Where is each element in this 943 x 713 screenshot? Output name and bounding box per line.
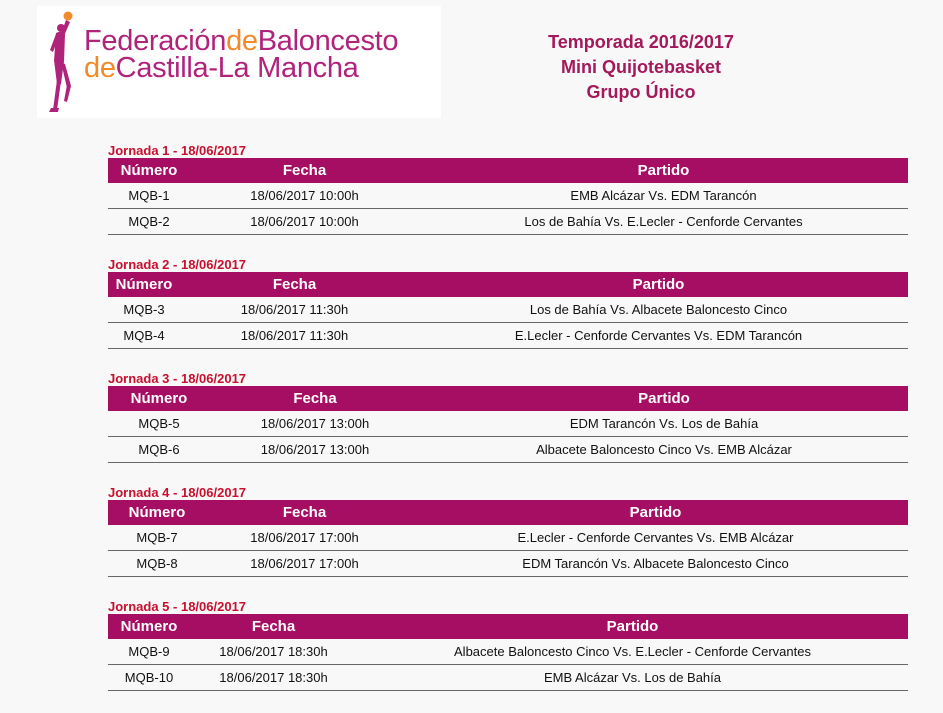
column-header-fecha: Fecha <box>190 614 357 639</box>
column-header-fecha: Fecha <box>206 500 403 525</box>
match-teams: EDM Tarancón Vs. Los de Bahía <box>420 411 908 437</box>
schedule-table <box>108 614 908 691</box>
match-date: 18/06/2017 10:00h <box>190 209 419 235</box>
column-header-partido: Partido <box>419 158 908 183</box>
logo-text-line2 <box>84 54 359 83</box>
column-header-partido: Partido <box>357 614 908 639</box>
group-title: Grupo Único <box>586 82 696 102</box>
match-teams: E.Lecler - Cenforde Cervantes Vs. EMB Alcázar <box>403 525 908 551</box>
jornada-section <box>108 144 918 235</box>
column-header-numero: Número <box>108 614 190 639</box>
table-header-row <box>108 158 908 183</box>
table-row <box>108 525 908 551</box>
table-row <box>108 639 908 665</box>
table-row <box>108 297 908 323</box>
column-header-numero: Número <box>108 500 206 525</box>
column-header-fecha: Fecha <box>210 386 420 411</box>
match-date: 18/06/2017 13:00h <box>210 437 420 463</box>
match-teams: Los de Bahía Vs. E.Lecler - Cenforde Cervantes <box>419 209 908 235</box>
match-number: MQB-3 <box>108 297 180 323</box>
match-teams: Albacete Baloncesto Cinco Vs. EMB Alcázar <box>420 437 908 463</box>
column-header-partido: Partido <box>409 272 908 297</box>
competition-title: Mini Quijotebasket <box>560 57 722 77</box>
federation-logo <box>37 6 441 118</box>
match-date: 18/06/2017 18:30h <box>190 639 357 665</box>
column-header-partido: Partido <box>403 500 908 525</box>
match-teams: Los de Bahía Vs. Albacete Baloncesto Cinco <box>409 297 908 323</box>
schedule-table <box>108 500 908 577</box>
match-teams: EDM Tarancón Vs. Albacete Baloncesto Cinco <box>403 551 908 577</box>
table-header-row <box>108 272 908 297</box>
jornada-section <box>108 372 918 463</box>
table-row <box>108 209 908 235</box>
match-number: MQB-1 <box>108 183 190 209</box>
jornada-title: Jornada 5 - 18/06/2017 <box>108 599 247 614</box>
match-number: MQB-6 <box>108 437 210 463</box>
match-date: 18/06/2017 11:30h <box>180 323 409 349</box>
season-title: Temporada 2016/2017 <box>548 32 734 52</box>
table-row <box>108 183 908 209</box>
jornada-title: Jornada 4 - 18/06/2017 <box>108 485 247 500</box>
logo-text: de <box>226 25 258 57</box>
column-header-fecha: Fecha <box>180 272 409 297</box>
column-header-fecha: Fecha <box>190 158 419 183</box>
jornada-title: Jornada 3 - 18/06/2017 <box>108 371 247 386</box>
match-teams: E.Lecler - Cenforde Cervantes Vs. EDM Tarancón <box>409 323 908 349</box>
jornada-title: Jornada 1 - 18/06/2017 <box>108 143 247 158</box>
logo-text: Castilla-La Mancha <box>115 52 359 84</box>
column-header-numero: Número <box>108 272 180 297</box>
match-number: MQB-5 <box>108 411 210 437</box>
logo-text: Baloncesto <box>257 25 399 57</box>
match-number: MQB-2 <box>108 209 190 235</box>
match-number: MQB-10 <box>108 665 190 691</box>
jornada-title: Jornada 2 - 18/06/2017 <box>108 257 247 272</box>
table-row <box>108 665 908 691</box>
match-teams: Albacete Baloncesto Cinco Vs. E.Lecler - Cenforde Cervantes <box>357 639 908 665</box>
table-header-row <box>108 386 908 411</box>
match-number: MQB-4 <box>108 323 180 349</box>
match-date: 18/06/2017 13:00h <box>210 411 420 437</box>
table-row <box>108 323 908 349</box>
jornada-section <box>108 258 918 349</box>
column-header-numero: Número <box>108 386 210 411</box>
match-date: 18/06/2017 11:30h <box>180 297 409 323</box>
match-date: 18/06/2017 17:00h <box>206 525 403 551</box>
basketball-player-icon <box>37 6 87 118</box>
jornada-section <box>108 600 918 691</box>
schedule-table <box>108 158 908 235</box>
match-teams: EMB Alcázar Vs. Los de Bahía <box>357 665 908 691</box>
logo-text: de <box>84 52 116 84</box>
page-title <box>500 30 782 105</box>
table-row <box>108 551 908 577</box>
table-header-row <box>108 614 908 639</box>
table-row <box>108 437 908 463</box>
table-header-row <box>108 500 908 525</box>
logo-text: Federación <box>84 25 227 57</box>
table-row <box>108 411 908 437</box>
column-header-partido: Partido <box>420 386 908 411</box>
schedule-table <box>108 272 908 349</box>
match-date: 18/06/2017 18:30h <box>190 665 357 691</box>
schedule-table <box>108 386 908 463</box>
column-header-numero: Número <box>108 158 190 183</box>
match-number: MQB-7 <box>108 525 206 551</box>
match-number: MQB-9 <box>108 639 190 665</box>
match-date: 18/06/2017 17:00h <box>206 551 403 577</box>
match-teams: EMB Alcázar Vs. EDM Tarancón <box>419 183 908 209</box>
jornada-section <box>108 486 918 577</box>
match-number: MQB-8 <box>108 551 206 577</box>
match-date: 18/06/2017 10:00h <box>190 183 419 209</box>
